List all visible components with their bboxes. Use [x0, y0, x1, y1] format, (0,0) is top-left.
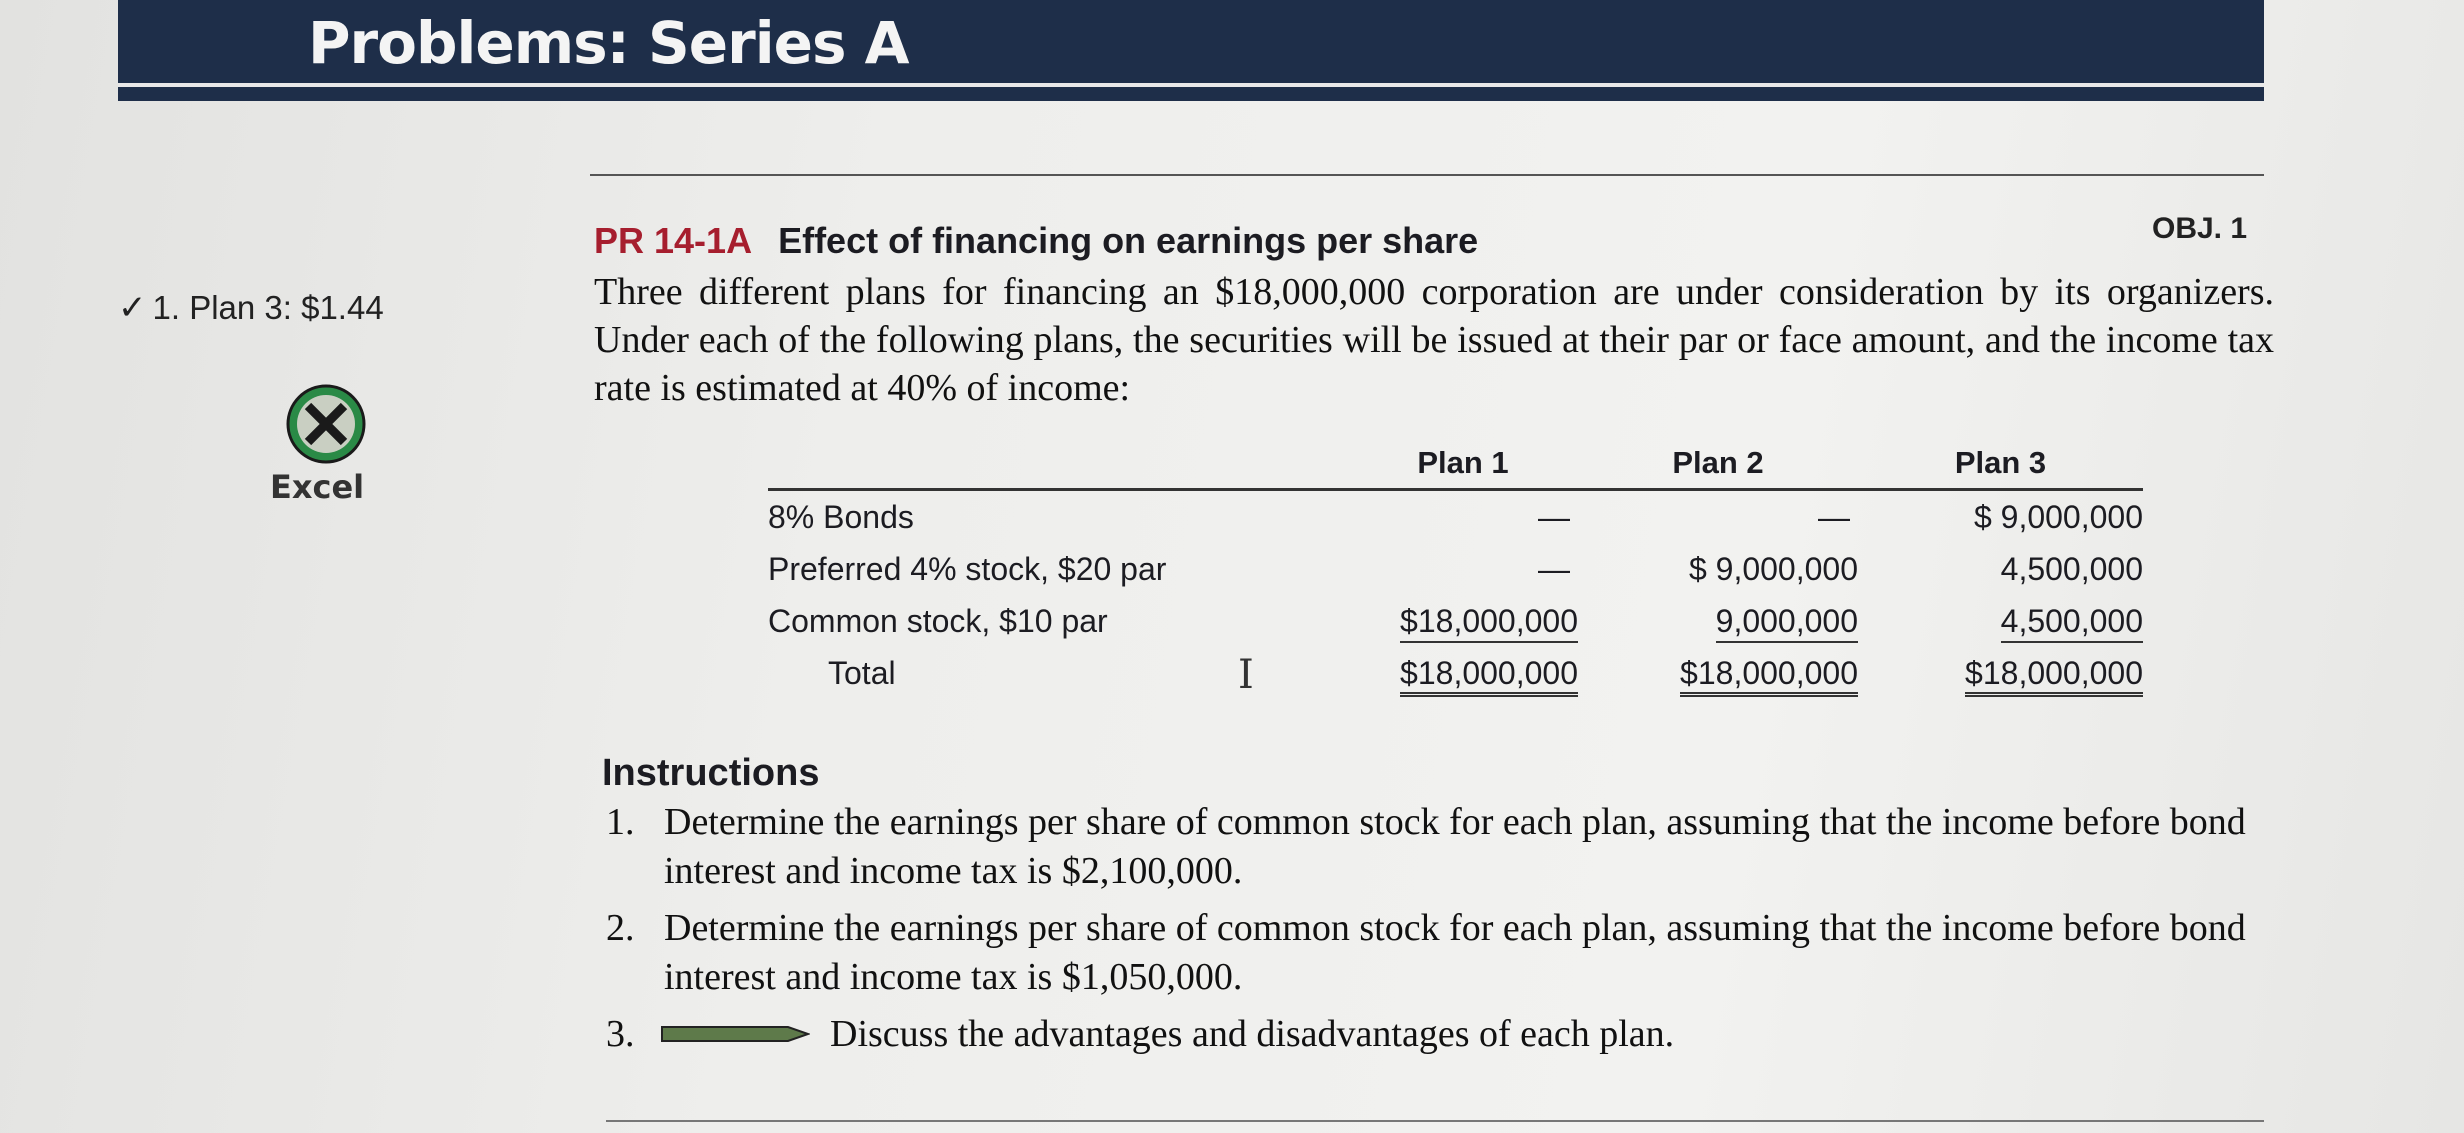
section-divider: [590, 174, 2264, 176]
problem-title: Effect of financing on earnings per share: [778, 220, 1479, 261]
item-text: Determine the earnings per share of common stock for each plan, assuming that the income before bond interest and income tax is $2,100,000.: [664, 801, 2246, 892]
text-cursor-icon: I: [1238, 652, 1254, 698]
table-cell: $18,000,000: [1400, 603, 1578, 643]
table-cell-total: $18,000,000: [1400, 655, 1578, 697]
header-banner: [118, 0, 2264, 83]
list-item: [600, 1010, 2270, 1059]
table-cell-total: $18,000,000: [1680, 655, 1858, 697]
table-cell: —: [1538, 550, 1570, 587]
item-text: Determine the earnings per share of common stock for each plan, assuming that the income before bond interest and income tax is $1,050,000.: [664, 907, 2246, 998]
table-cell: $ 9,000,000: [1973, 498, 2143, 535]
row-label: Preferred 4% stock, $20 par: [768, 550, 1167, 587]
table-cell: $ 9,000,000: [1688, 550, 1858, 587]
table-cell: 4,500,000: [2000, 550, 2143, 587]
table-cell-total: $18,000,000: [1965, 655, 2143, 697]
table-row-total: [768, 647, 2143, 699]
table-cell: —: [1818, 498, 1850, 535]
problem-heading: [594, 220, 1478, 262]
table-header: Plan 1: [1417, 445, 1509, 480]
excel-x-icon: [272, 380, 380, 470]
answer-hint: [118, 288, 384, 328]
banner-rule: [118, 83, 2264, 101]
page-title: Problems: Series A: [308, 9, 909, 77]
excel-label: Excel: [270, 468, 365, 506]
item-number: 1.: [606, 801, 635, 843]
financing-plans-table: [768, 444, 2143, 699]
table-row: [768, 543, 2143, 595]
instructions-list: [600, 798, 2270, 1067]
instructions-heading: Instructions: [602, 752, 820, 794]
item-text: Discuss the advantages and disadvantages of each plan.: [830, 1013, 1675, 1055]
list-item: [600, 798, 2270, 896]
problem-intro: Three different plans for financing an $18,000,000 corporation are under consideration by its organizers. Under each of the following plans, the securities will be issued at their par or face amount, and the income tax rate is estimated at 40% of income:: [594, 271, 2274, 409]
answer-hint-text: 1. Plan 3: $1.44: [152, 289, 384, 326]
table-header-row: [768, 444, 2143, 490]
problem-code: PR 14-1A: [594, 220, 753, 261]
table-header: Plan 2: [1672, 445, 1764, 480]
table-row: [768, 595, 2143, 647]
row-label: 8% Bonds: [768, 498, 914, 535]
table-cell: 9,000,000: [1716, 603, 1858, 643]
pen-icon: [660, 1025, 810, 1043]
bottom-divider: [606, 1120, 2264, 1122]
table-cell: 4,500,000: [2001, 603, 2143, 643]
row-label: Common stock, $10 par: [768, 602, 1108, 639]
check-icon: ✓: [118, 289, 147, 327]
objective-label: OBJ. 1: [2152, 212, 2248, 245]
table-row: [768, 490, 2143, 544]
table-header: Plan 3: [1954, 445, 2047, 480]
table-cell: —: [1538, 498, 1570, 535]
table-header: [768, 444, 1348, 490]
item-number: 3.: [606, 1013, 635, 1055]
item-number: 2.: [606, 907, 635, 949]
list-item: [600, 904, 2270, 1002]
row-label: Total: [828, 654, 896, 691]
